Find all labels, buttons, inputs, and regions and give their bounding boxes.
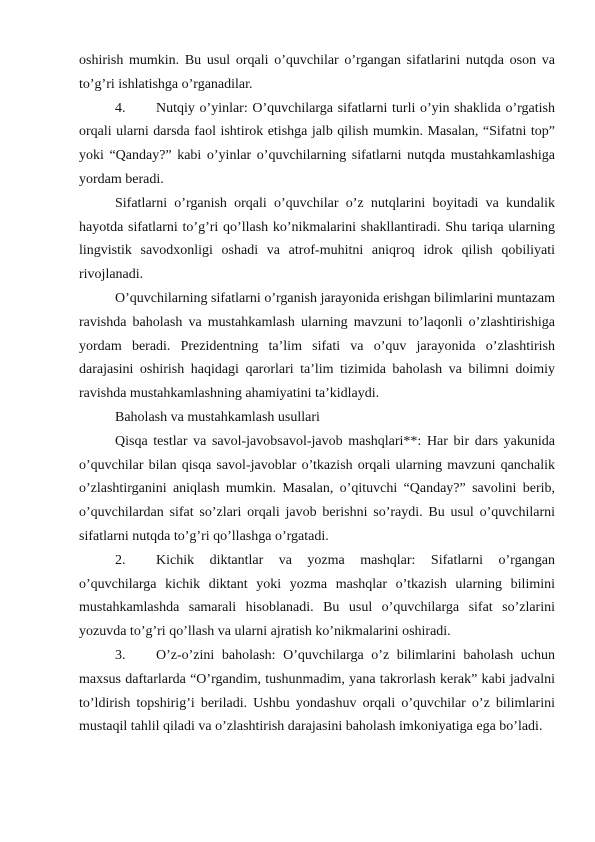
heading-text: Baholash va mustahkamlash usullari [115, 409, 320, 425]
numbered-paragraph [79, 549, 555, 644]
paragraph-text: Kichik diktantlar va yozma mashqlar: Sifatlarni o’rgangan o’quvchilarga kichik diktant yoki yozma mashqlar o’tkazish ularning bilimini mustahkamlashda samarali hisoblanadi. Bu usul o’quvchilarga sifat so’zlarini yozuvda to’g’ri qo’llash va ularni ajratish ko’nikmalarini oshiradi. [79, 552, 555, 640]
list-number: 3. [115, 647, 126, 663]
paragraph-text: Sifatlarni o’rganish orqali o’quvchilar o’z nutqlarini boyitadi va kundalik hayotda sifatlarni to’g’ri qo’llash ko’nikmalarini shakllantiradi. Shu tariqa ularning lingvistik savodxonligi oshadi va atrof-muhitni aniqroq idrok qilish qobiliyati rivojlanadi. [79, 195, 555, 283]
paragraph-text: oshirish mumkin. Bu usul orqali o’quvchilar o’rgangan sifatlarini nutqda oson va to’g’ri ishlatishga o’rganadilar. [79, 53, 555, 92]
paragraph [79, 192, 555, 287]
paragraph-text: O’quvchilarning sifatlarni o’rganish jarayonida erishgan bilimlarini muntazam ravishda baholash va mustahkamlash ularning mavzuni to’laqonli o’zlashtirishiga yordam beradi. Prezidentning ta’lim sifati va o’quv jarayonida o’zlashtirish darajasini oshirish haqidagi qarorlari ta’lim tizimida baholash va bilimni doimiy ravishda mustahkamlashning ahamiyatini ta’kidlaydi. [79, 290, 555, 402]
paragraph [79, 430, 555, 549]
numbered-paragraph [79, 644, 555, 739]
list-number: 2. [115, 552, 126, 568]
paragraph [79, 287, 555, 406]
numbered-paragraph [79, 97, 555, 192]
paragraph-text: O’z-o’zini baholash: O’quvchilarga o’z bilimlarini baholash uchun maxsus daftarlarda “O’rgandim, tushunmadim, yana takrorlash kerak” kabi jadvalni to’ldirish topshirig’i beriladi. Ushbu yondashuv orqali o’quvchilar o’z bilimlarini mustaqil tahlil qiladi va o’zlashtirish darajasini baholash imkoniyatiga ega bo’ladi. [79, 647, 555, 735]
paragraph-text: Nutqiy o’yinlar: O’quvchilarga sifatlarni turli o’yin shaklida o’rgatish orqali ularni darsda faol ishtirok etishga jalb qilish mumkin. Masalan, “Sifatni top” yoki “Qanday?” kabi o’yinlar o’quvchilarning sifatlarni nutqda mustahkamlashiga yordam beradi. [79, 100, 555, 187]
paragraph-text: Qisqa testlar va savol-javobsavol-javob mashqlari**: Har bir dars yakunida o’quvchilar bilan qisqa savol-javoblar o’tkazish orqali ularning mavzuni qanchalik o’zlashtirganini aniqlash mumkin. Masalan, o’qituvchi “Qanday?” savolini berib, o’quvchilardan sifat so’zlari orqali javob berishni so’raydi. Bu usul o’quvchilarni sifatlarni nutqda to’g’ri qo’llashga o’rgatadi. [79, 433, 555, 544]
document-body [79, 49, 555, 739]
paragraph [79, 49, 555, 97]
list-number: 4. [115, 100, 126, 116]
section-heading [79, 406, 555, 430]
